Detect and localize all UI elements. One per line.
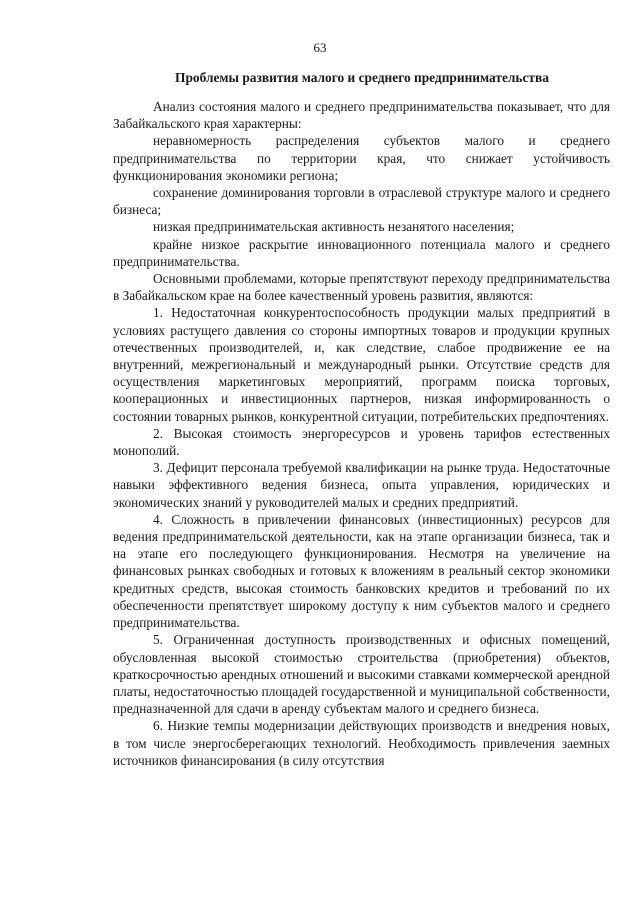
paragraph-intro: Анализ состояния малого и среднего предпринимательства показывает, что для Забайкальского края характерны: (113, 99, 610, 132)
paragraph-item-4: 4. Сложность в привлечении финансовых (инвестиционных) ресурсов для ведения предпринимательской деятельности, как на этапе организации бизнеса, так и на этапе его последующего функционирования. Несмотря на увеличение на финансовых рынках свободных и готовых к вложениям в реальный сектор экономики кредитных средств, высокая стоимость банковских кредитов и требований по их обеспеченности препятствует широкому доступу к ним субъектов малого и среднего предпринимательства. (113, 511, 610, 631)
paragraph-low-activity: низкая предпринимательская активность незанятого населения; (153, 219, 515, 235)
page-number: 63 (313, 40, 327, 55)
paragraph-item-6: 6. Низкие темпы модернизации действующих производств и внедрения новых, в том числе энергосберегающих технологий. Необходимость привлечения заемных источников финансирования (в силу отсутствия (113, 718, 610, 768)
paragraph-innovation-potential: крайне низкое раскрытие инновационного потенциала малого и среднего предпринимательства. (113, 236, 610, 269)
paragraph-item-2: 2. Высокая стоимость энергоресурсов и уровень тарифов естественных монополий. (113, 425, 610, 459)
section-title: Проблемы развития малого и среднего предпринимательства (175, 70, 549, 85)
paragraph-uneven-distribution: неравномерность распределения субъектов малого и среднего предпринимательства по территории края, что снижает устойчивость функционирования экономики региона; (113, 133, 610, 183)
paragraph-trade-dominance: сохранение доминирования торговли в отраслевой структуре малого и среднего бизнеса; (113, 185, 610, 218)
paragraph-main-problems: Основными проблемами, которые препятствуют переходу предпринимательства в Забайкальском крае на более качественный уровень развития, являются: (113, 271, 610, 304)
paragraph-item-3: 3. Дефицит персонала требуемой квалификации на рынке труда. Недостаточные навыки эффективного ведения бизнеса, опыта управления, юридических и экономических знаний у руководителей малых и средних предприятий. (113, 460, 610, 510)
body-text (113, 98, 610, 769)
paragraph-item-5: 5. Ограниченная доступность производственных и офисных помещений, обусловленная высокой стоимостью строительства (приобретения) объектов, краткосрочностью арендных отношений и высокими ставками коммерческой арендной платы, недостаточностью площадей государственной и муниципальной собственности, предназначенной для сдачи в аренду субъектам малого и среднего бизнеса. (113, 632, 610, 717)
paragraph-item-1: 1. Недостаточная конкурентоспособность продукции малых предприятий в условиях растущего давления со стороны импортных товаров и продукции крупных отечественных производителей, и, как следствие, слабое продвижение ее на внутренний, межрегиональный и международный рынки. Отсутствие средств для осуществления маркетинговых мероприятий, программ поиска торговых, кооперационных и инвестиционных партнеров, низкая информированность о состоянии товарных рынков, конкурентной ситуации, потребительских предпочтениях. (113, 305, 610, 424)
